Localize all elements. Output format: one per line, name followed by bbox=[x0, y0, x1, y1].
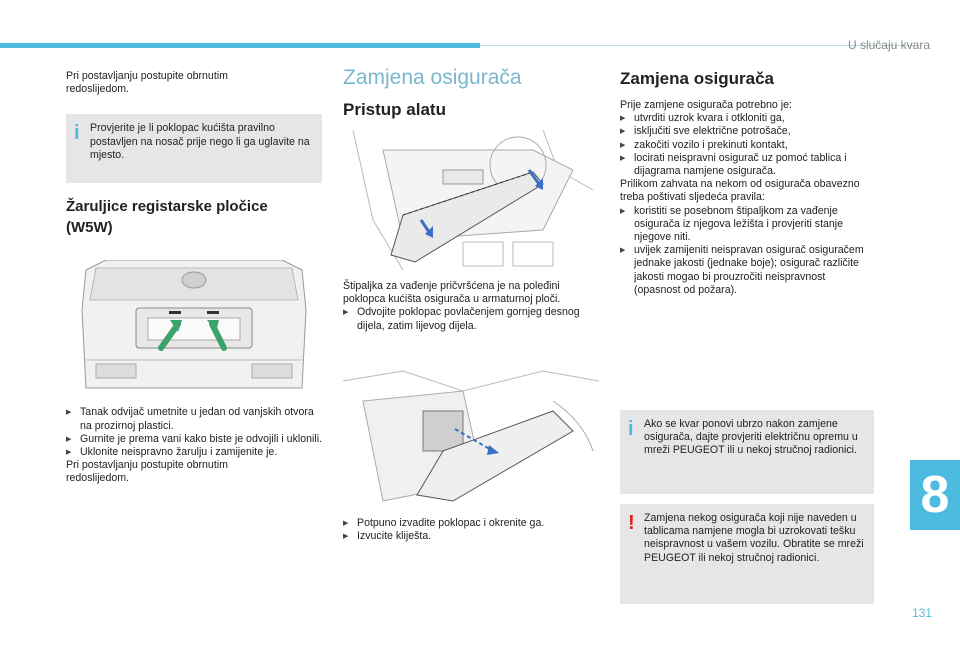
section-title: Zamjena osigurača bbox=[620, 69, 775, 88]
column-right bbox=[620, 60, 874, 564]
intro-text: Pri postavljanju postupite obrnutim redoslijedom. bbox=[66, 70, 228, 96]
info-text: Ako se kvar ponovi ubrzo nakon zamjene osigurača, dajte provjeriti električnu opremu u mreži PEUGEOT ili u nekoj stručnoj radionici. bbox=[644, 418, 858, 457]
subsection-title: Pristup alatu bbox=[343, 100, 446, 119]
intro-text: Prije zamjene osigurača potrebno je: bbox=[620, 99, 792, 111]
list-item: ▶ locirati neispravni osigurač uz pomoć tablica i dijagrama namjene osigurača. bbox=[620, 152, 874, 178]
cover-steps bbox=[343, 306, 605, 332]
list-item: ▶ zakočiti vozilo i prekinuti kontakt, bbox=[620, 139, 874, 152]
header-accent-bar bbox=[0, 43, 480, 48]
list-item: ▶ isključiti sve električne potrošače, bbox=[620, 125, 874, 138]
list-item: ▶ Potpuno izvadite poklopac i okrenite ga. bbox=[343, 517, 605, 530]
column-left bbox=[66, 60, 322, 486]
list-item: ▶ Gurnite je prema vani kako biste je odvojili i uklonili. bbox=[66, 433, 322, 446]
list-item: ▶ Odvojite poklopac povlačenjem gornjeg desnog dijela, zatim lijevog dijela. bbox=[343, 306, 605, 332]
list-item: ▶ uvijek zamijeniti neispravan osigurač osiguračem jednake jakosti (jednake boje); osigurač različite jakosti mogao bi prouzročiti neispravnost (opasnost od požara). bbox=[620, 244, 874, 297]
rules-list bbox=[620, 205, 874, 297]
info-box bbox=[620, 410, 874, 494]
license-plate-illustration bbox=[66, 260, 322, 390]
list-item: ▶ utvrditi uzrok kvara i otkloniti ga, bbox=[620, 112, 874, 125]
warning-box bbox=[620, 504, 874, 604]
warning-icon: ! bbox=[628, 512, 635, 534]
chapter-tab: 8 bbox=[910, 460, 960, 530]
list-item: ▶ koristiti se posebnom štipaljkom za vađenje osigurača iz njegova ležišta i provjeriti stanje njegove niti. bbox=[620, 205, 874, 245]
info-icon: i bbox=[628, 418, 634, 440]
column-middle bbox=[343, 60, 605, 543]
pliers-steps bbox=[343, 517, 605, 543]
fuse-cover-illustration-2 bbox=[343, 361, 599, 507]
preparation-steps bbox=[620, 112, 874, 178]
page-title: Zamjena osigurača bbox=[343, 66, 522, 89]
rules-intro: Prilikom zahvata na nekom od osigurača obavezno treba poštivati sljedeća pravila: bbox=[620, 178, 860, 204]
list-item: ▶ Uklonite neispravno žarulju i zamijenite je. bbox=[66, 446, 322, 459]
bulb-steps bbox=[66, 406, 322, 459]
chapter-title: U slučaju kvara bbox=[847, 38, 930, 52]
info-text: Provjerite je li poklopac kućišta pravilno postavljen na nosač prije nego li ga uglavite na mjesto. bbox=[90, 122, 310, 161]
list-item: ▶ Tanak odvijač umetnite u jedan od vanjskih otvora na prozirnoj plastici. bbox=[66, 406, 322, 432]
fuse-cover-illustration-1 bbox=[343, 130, 599, 272]
outro-text: Pri postavljanju postupite obrnutim redoslijedom. bbox=[66, 459, 228, 485]
info-icon: i bbox=[74, 122, 80, 145]
paragraph: Štipaljka za vađenje pričvršćena je na poleđini poklopca kućišta osigurača u armaturnoj ploči. bbox=[343, 280, 561, 306]
page-number: 131 bbox=[911, 606, 932, 620]
list-item: ▶ Izvucite kliješta. bbox=[343, 530, 605, 543]
warning-text: Zamjena nekog osigurača koji nije naveden u tablicama namjene mogla bi uzrokovati tešku neispravnost u vašem vozilu. Obratite se mreži PEUGEOT ili nekoj stručnoj radionici. bbox=[644, 512, 864, 564]
section-heading: Žaruljice registarske pločice (W5W) bbox=[66, 198, 268, 237]
info-box bbox=[66, 114, 322, 183]
